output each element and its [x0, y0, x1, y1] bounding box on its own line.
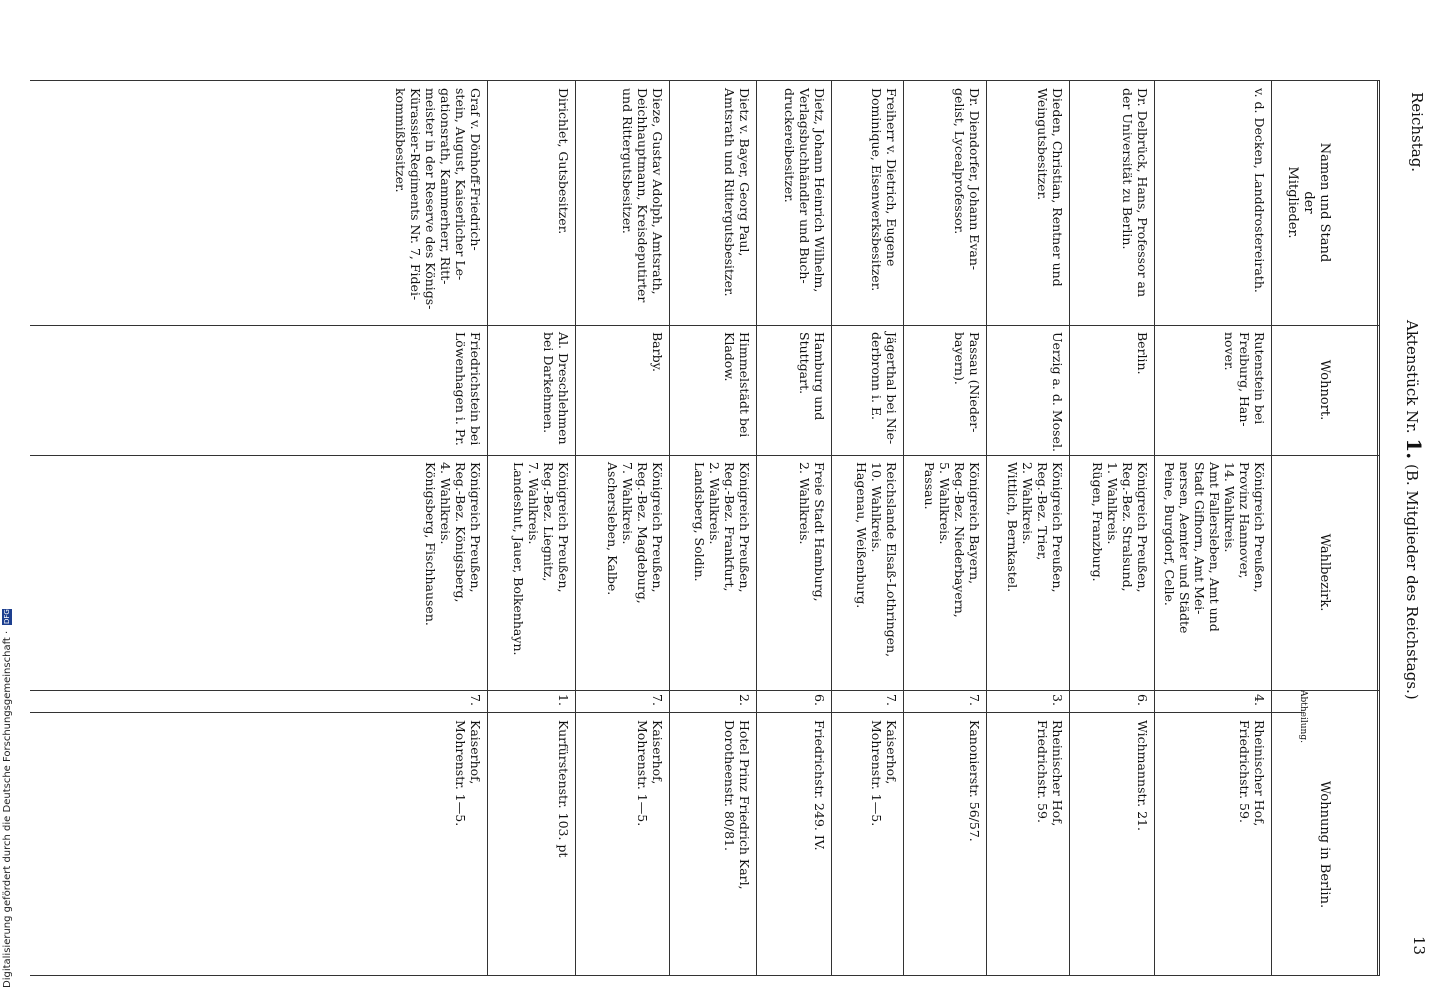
table-row-4-berlin: Kanonierstr. 56/57.: [967, 720, 982, 842]
row-separator: [1154, 80, 1155, 975]
table-row-10-district: Königreich Preußen, Reg.-Bez. Königsberg, 4. Wahlkreis. Königsberg, Fischhausen.: [423, 462, 483, 626]
header-left: Reichstag.: [1408, 92, 1426, 173]
table-row-4-name: Dr. Diendorfer, Johann Evan- gelist, Lycealprofessor.: [952, 88, 982, 271]
table-row-10-name: Graf v. Dönhoff-Friedrich- stein, August, Kaiserlicher Le- gationsrath, Kammerherr, Ritt- meister in der Reserve des Königs- Kürassier-Regiments Nr. 7, Fidei- kommißbesitzer.: [393, 88, 483, 310]
table-row-9-district: Königreich Preußen, Reg.-Bez. Liegnitz, 7. Wahlkreis. Landeshut, Jauer, Bolkenhayn.: [511, 462, 571, 656]
table-row-10-berlin: Kaiserhof, Mohrenstr. 1—5.: [453, 720, 483, 827]
table-row-3-section: 3.: [1050, 694, 1065, 706]
table-row-3-name: Dieden, Christian, Rentner und Weingutsbesitzer.: [1035, 88, 1065, 287]
header-center-number: 1.: [1402, 438, 1426, 460]
page-number: 13: [1410, 936, 1428, 956]
table-row-8-name: Dieze, Gustav Adolph, Amtsrath, Deichhauptmann, Kreisdeputirter und Rittergutsbesitzer.: [620, 88, 665, 303]
table-left-border: [30, 80, 1380, 81]
table-row-6-residence: Hamburg und Stuttgart.: [797, 332, 827, 421]
column-header-berlin: Wohnung in Berlin.: [1317, 780, 1332, 909]
column-divider-2: [30, 455, 1380, 456]
table-row-5-section: 7.: [884, 694, 899, 706]
table-row-1-section: 4.: [1252, 694, 1267, 706]
row-separator: [1069, 80, 1070, 975]
table-row-9-section: 1.: [556, 694, 571, 706]
column-header-name: Namen und Stand der Mitglieder.: [1285, 142, 1332, 263]
table-row-5-berlin: Kaiserhof, Mohrenstr. 1—5.: [869, 720, 899, 827]
table-row-10-section: 7.: [468, 694, 483, 706]
row-separator: [986, 80, 987, 975]
table-row-7-residence: Himmelstädt bei Kladow.: [722, 332, 752, 438]
row-separator: [756, 80, 757, 975]
table-row-1-name: v. d. Decken, Landdrostereirath.: [1252, 88, 1267, 293]
column-divider-4: [30, 712, 1302, 713]
table-row-9-name: Dirichlet, Gutsbesitzer.: [556, 88, 571, 235]
table-row-7-berlin: Hotel Prinz Friedrich Karl, Dorotheenstr. 80/81.: [722, 720, 752, 890]
row-separator: [903, 80, 904, 975]
table-row-4-residence: Passau (Nieder- bayern).: [952, 332, 982, 433]
table-row-2-berlin: Wichmannstr. 21.: [1135, 720, 1150, 831]
row-separator: [487, 80, 488, 975]
table-row-7-section: 2.: [737, 694, 752, 706]
column-header-section: Abtheilung.: [1298, 690, 1308, 743]
table-row-4-district: Königreich Bayern, Reg.-Bez. Niederbayern, 5. Wahlkreis. Passau.: [922, 462, 982, 618]
table-row-3-district: Königreich Preußen, Reg.-Bez. Trier, 2. Wahlkreis. Wittlich, Bernkastel.: [1005, 462, 1065, 593]
table-row-1-berlin: Rheinischer Hof, Friedrichstr. 59.: [1237, 720, 1267, 827]
table-row-6-district: Freie Stadt Hamburg, 2. Wahlkreis.: [797, 462, 827, 602]
table-row-8-section: 7.: [650, 694, 665, 706]
digitization-credit-text: Digitalisierung gefördert durch die Deutsche Forschungsgemeinschaft ·: [2, 630, 13, 988]
column-divider-3: [30, 690, 1380, 691]
table-right-border: [30, 975, 1380, 976]
header-center: [1402, 320, 1426, 700]
table-row-10-residence: Friedrichstein bei Löwenhagen i. Pr.: [453, 332, 483, 446]
row-separator: [575, 80, 576, 975]
table-row-3-berlin: Rheinischer Hof, Friedrichstr. 59.: [1035, 720, 1065, 827]
header-separator: [1271, 80, 1272, 975]
table-row-6-berlin: Friedrichstr. 249. IV.: [812, 720, 827, 851]
table-row-7-name: Dietz v. Bayer, Georg Paul, Amtsrath und Rittergutsbesitzer.: [722, 88, 752, 297]
table-row-5-residence: Jägerthal bei Nie- derbronn i. E.: [869, 332, 899, 445]
table-row-2-section: 6.: [1135, 694, 1150, 706]
table-row-8-berlin: Kaiserhof, Mohrenstr. 1—5.: [635, 720, 665, 827]
table-row-9-berlin: Kurfürstenstr. 103. pt: [556, 720, 571, 858]
table-row-8-residence: Barby.: [650, 332, 665, 372]
header-center-suffix: (B. Mitglieder des Reichstags.): [1403, 464, 1421, 700]
digitization-credit: [2, 609, 13, 988]
table-row-4-section: 7.: [967, 694, 982, 706]
table-row-2-name: Dr. Delbrück, Hans, Professor an der Universität zu Berlin.: [1120, 88, 1150, 298]
column-header-residence: Wohnort.: [1317, 359, 1332, 421]
column-header-district: Wahlbezirk.: [1317, 533, 1332, 612]
table-row-3-residence: Uerzig a. d. Mosel.: [1050, 332, 1065, 452]
table-row-1-district: Königreich Preußen, Provinz Hannover, 14. Wahlkreis. Amt Fallersleben, Amt und Stadt Gifhorn, Amt Mei- nersen, Aemter und Städte Peine, Burgdorf, Celle.: [1162, 462, 1267, 634]
table-row-1-residence: Rutenstein bei Freiburg, Han- nover.: [1222, 332, 1267, 427]
table-row-9-residence: Al. Dreschlehmen bei Darkehmen.: [541, 332, 571, 445]
table-row-5-district: Reichslande Elsaß-Lothringen, 10. Wahlkreis. Hagenau, Weißenburg.: [854, 462, 899, 658]
table-row-7-district: Königreich Preußen, Reg.-Bez. Frankfurt, 2. Wahlkreis. Landsberg, Soldin.: [692, 462, 752, 593]
table-top-border-double: [1377, 80, 1378, 975]
column-divider-1: [30, 325, 1380, 326]
table-row-6-section: 6.: [812, 694, 827, 706]
table-row-5-name: Freiherr v. Dietrich, Eugene Dominique, Eisenwerksbesitzer.: [869, 88, 899, 292]
row-separator: [669, 80, 670, 975]
row-separator: [831, 80, 832, 975]
table-row-2-district: Königreich Preußen, Reg.-Bez. Stralsund, 1. Wahlkreis. Rügen, Franzburg.: [1090, 462, 1150, 593]
table-row-2-residence: Berlin.: [1135, 332, 1150, 375]
header-center-prefix: Aktenstück Nr.: [1403, 320, 1421, 434]
table-top-border: [1379, 80, 1380, 975]
table-row-8-district: Königreich Preußen, Reg.-Bez. Magdeburg, 7. Wahlkreis. Aschersleben, Kalbe.: [605, 462, 665, 604]
table-row-6-name: Dietz, Johann Heinrich Wilhelm, Verlagsbuchhändler und Buch- druckereibesitzer.: [782, 88, 827, 293]
dfg-logo: DFG: [3, 609, 11, 625]
